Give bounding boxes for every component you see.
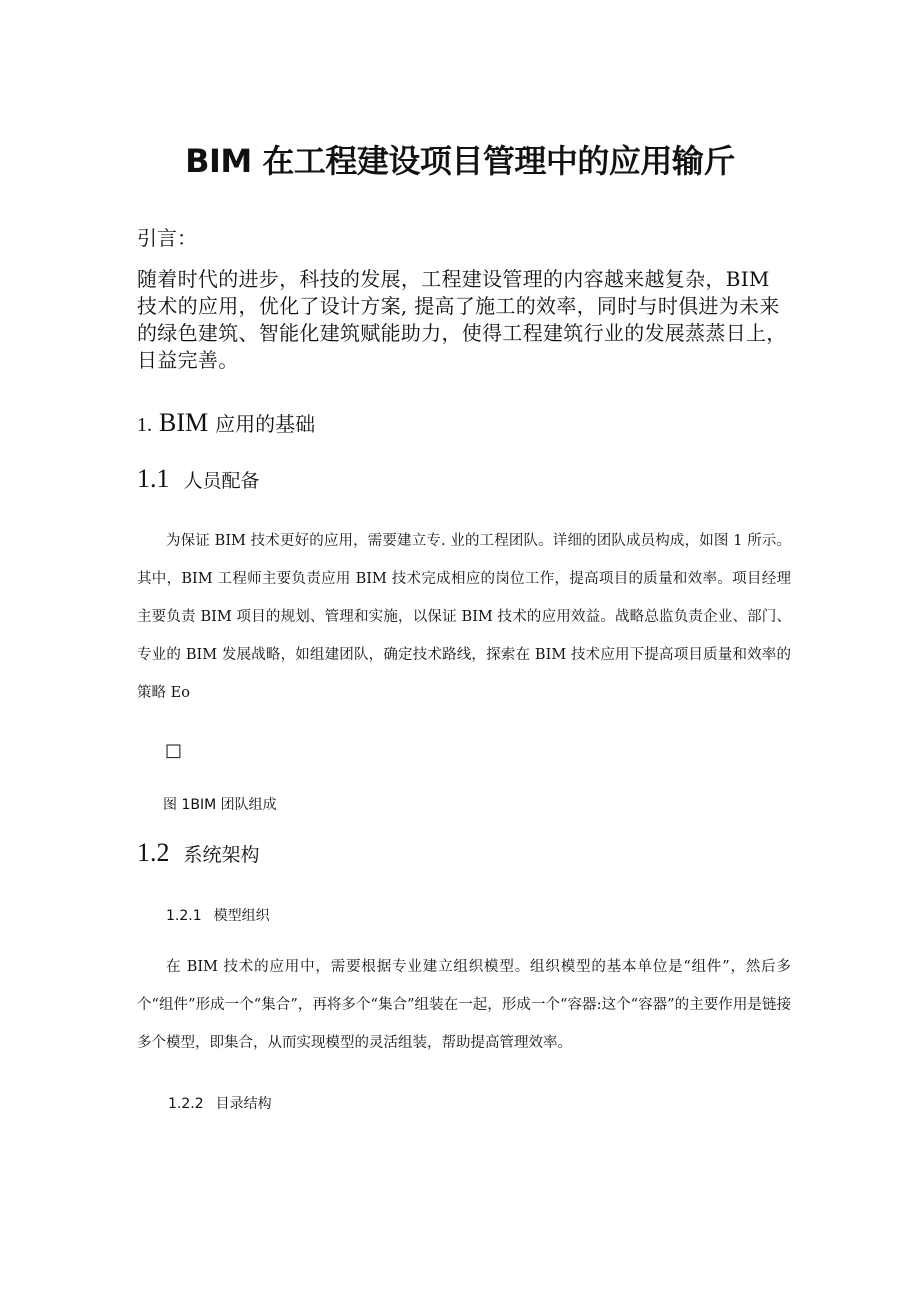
section-1-2-2-title: 目录结构 bbox=[215, 1096, 272, 1112]
section-1-2-1-heading bbox=[166, 905, 270, 925]
section-1-2-number: 1.2 bbox=[137, 838, 170, 867]
section-1-2-2-number: 1.2.2 bbox=[168, 1096, 204, 1112]
section-1-number: 1. bbox=[137, 414, 152, 436]
section-1-2-1-paragraph: 在 BIM 技术的应用中，需要根据专业建立组织模型。组织模型的基本单位是“组件”，然后多个“组件”形成一个“集合”，再将多个“集合”组装在一起，形成一个“容器:这个“容器”的主要作用是链接多个模型，即集合，从而实现模型的灵活组装，帮助提高管理效率。 bbox=[137, 959, 791, 1051]
section-1-heading bbox=[137, 408, 315, 438]
section-1-1-number: 1.1 bbox=[137, 464, 170, 493]
figure-1-caption: 图 1BIM 团队组成 bbox=[163, 797, 277, 813]
section-1-1-title: 人员配备 bbox=[183, 470, 260, 492]
document-title: BIM 在工程建设项目管理中的应用输斤 bbox=[185, 142, 735, 180]
section-1-1-paragraph: 为保证 BIM 技术更好的应用，需要建立专. 业的工程团队。详细的团队成员构成，如图 1 所示。其中，BIM 工程师主要负责应用 BIM 技术完成相应的岗位工作，提高项目的质量和效率。项目经理主要负责 BIM 项目的规划、管理和实施，以保证 BIM 技术的应用效益。战略总监负责企业、部门、专业的 BIM 发展战略，如组建团队，确定技术路线，探索在 BIM 技术应用下提高项目质量和效率的策略 Eo bbox=[137, 533, 791, 701]
intro-paragraph: 随着时代的进步，科技的发展，工程建设管理的内容越来越复杂，BIM 技术的应用，优化了设计方案, 提高了施工的效率，同时与时俱进为未来的绿色建筑、智能化建筑赋能助力，使得工程建筑行业的发展蒸蒸日上，日益完善。 bbox=[137, 267, 787, 372]
section-1-2-1-number: 1.2.1 bbox=[166, 908, 202, 924]
section-1-2-heading bbox=[137, 838, 260, 868]
section-1-2-1-title: 模型组织 bbox=[213, 908, 270, 924]
intro-label: 引言： bbox=[137, 226, 197, 250]
section-1-title: 应用的基础 bbox=[215, 412, 316, 436]
section-1-2-2-heading bbox=[168, 1093, 272, 1113]
section-1-1-heading bbox=[137, 464, 260, 494]
figure-placeholder-icon: □ bbox=[165, 740, 183, 761]
section-1-2-title: 系统架构 bbox=[183, 844, 260, 866]
section-1-bim: BIM bbox=[159, 408, 209, 437]
